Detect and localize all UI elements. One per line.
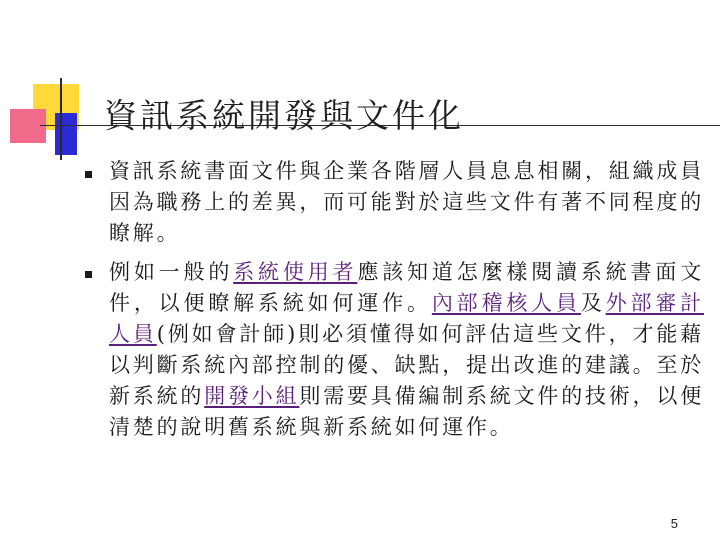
decor-red-square <box>10 109 46 143</box>
link-internal-auditors[interactable]: 內部稽核人員 <box>431 291 581 315</box>
bullet-text-1: 資訊系統書面文件與企業各階層人員息息相關，組織成員因為職務上的差異，而可能對於這些文件有著不同程度的瞭解。 <box>109 159 704 245</box>
decor-vertical-line <box>60 78 62 160</box>
link-external-auditors[interactable]: 外部審計人員 <box>109 291 704 346</box>
page-number: 5 <box>670 516 678 531</box>
link-system-users[interactable]: 系統使用者 <box>233 260 358 284</box>
decor-blue-square <box>55 113 77 155</box>
square-bullet-icon <box>85 171 92 178</box>
slide-title: 資訊系統開發與文件化 <box>104 96 464 135</box>
text-segment: 應該知道怎麼樣閱讀系統書面文件，以便瞭解系統如何運作。 <box>109 260 705 315</box>
text-segment: 及 <box>580 291 606 315</box>
text-segment: 則需要具備編制系統文件的技術，以便清楚的說明舊系統與新系統如何運作。 <box>109 384 705 439</box>
text-segment: (例如會計師)則必須懂得如何評估這些文件，才能藉以判斷系統內部控制的優、缺點，提出改進的建議。至於新系統的 <box>109 322 704 408</box>
text-segment: 例如一般的 <box>109 260 234 284</box>
bullet-text-2 <box>109 257 704 443</box>
link-development-team[interactable]: 開發小組 <box>204 384 300 408</box>
square-bullet-icon <box>85 271 92 278</box>
